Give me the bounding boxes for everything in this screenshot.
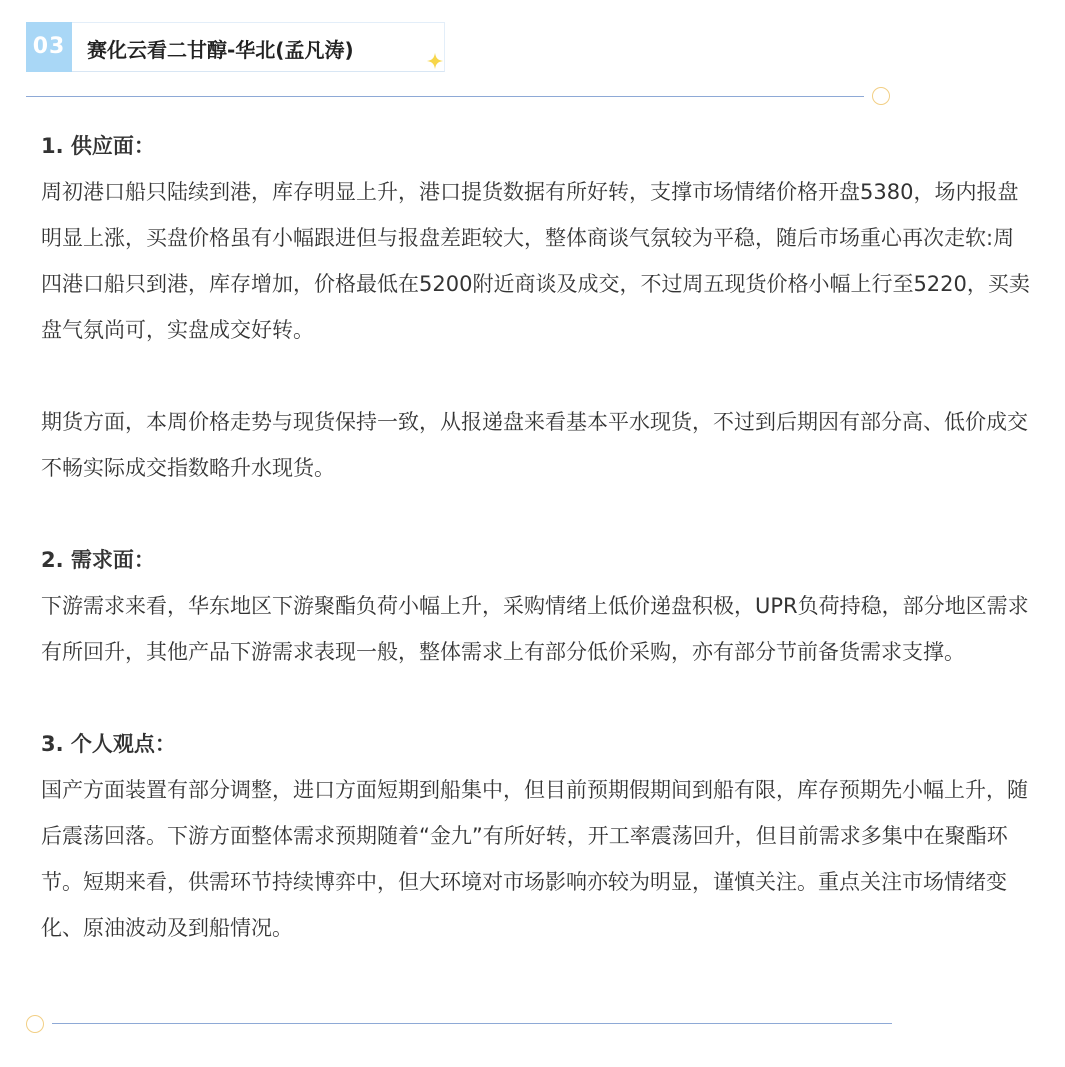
bottom-divider-line — [52, 1023, 892, 1024]
section-number-badge: 03 — [26, 22, 72, 72]
section-title: 赛化云看二甘醇-华北(孟凡涛) — [87, 38, 354, 62]
sparkle-icon — [426, 52, 444, 70]
section-heading-opinion: 3. 个人观点： — [41, 732, 176, 756]
paragraph-futures: 期货方面，本周价格走势与现货保持一致，从报递盘来看基本平水现货，不过到后期因有部分高、低价成交不畅实际成交指数略升水现货。 — [41, 410, 1028, 480]
top-divider-circle — [872, 87, 890, 105]
paragraph-opinion: 国产方面装置有部分调整，进口方面短期到船集中，但目前预期假期间到船有限，库存预期先小幅上升，随后震荡回落。下游方面整体需求预期随着“金九”有所好转，开工率震荡回升，但目前需求多集中在聚酯环节。短期来看，供需环节持续博弈中，但大环境对市场影响亦较为明显，谨慎关注。重点关注市场情绪变化、原油波动及到船情况。 — [41, 778, 1028, 940]
paragraph-supply: 周初港口船只陆续到港，库存明显上升，港口提货数据有所好转，支撑市场情绪价格开盘5380，场内报盘明显上涨，买盘价格虽有小幅跟进但与报盘差距较大，整体商谈气氛较为平稳，随后市场重心再次走软:周四港口船只到港，库存增加，价格最低在5200附近商谈及成交，不过周五现货价格小幅上行至5220，买卖盘气氛尚可，实盘成交好转。 — [41, 180, 1030, 342]
section-title-box — [72, 22, 445, 72]
article-body — [41, 123, 1031, 951]
top-divider-line — [26, 96, 864, 97]
section-heading-demand: 2. 需求面： — [41, 548, 155, 572]
section-heading-supply: 1. 供应面： — [41, 134, 155, 158]
section-header — [26, 22, 446, 72]
bottom-divider-circle — [26, 1015, 44, 1033]
paragraph-demand: 下游需求来看，华东地区下游聚酯负荷小幅上升，采购情绪上低价递盘积极，UPR负荷持稳，部分地区需求有所回升，其他产品下游需求表现一般，整体需求上有部分低价采购，亦有部分节前备货需求支撑。 — [41, 594, 1029, 664]
